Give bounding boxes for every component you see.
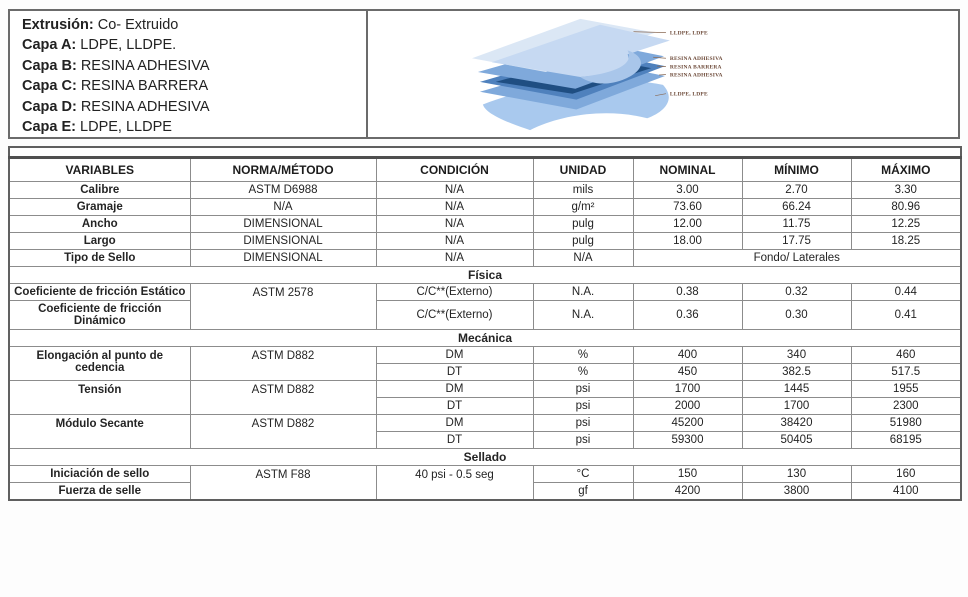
value-cell: DT [376,397,533,414]
variable-cell: Largo [9,232,190,249]
value-cell: 50405 [742,431,851,448]
spec-label: Capa D: [22,98,77,115]
value-cell: 38420 [742,414,851,431]
value-cell: 0.41 [851,300,961,329]
value-cell: 2000 [633,397,742,414]
value-cell: 0.44 [851,283,961,300]
value-cell: N.A. [533,300,633,329]
section-header: Física [9,266,961,283]
value-cell: ASTM F88 [190,465,376,500]
value-cell: 1700 [633,380,742,397]
diagram-layer-label: LLDPE, LDPE [669,91,708,98]
value-cell: 11.75 [742,215,851,232]
value-cell: 160 [851,465,961,482]
value-cell: 4200 [633,482,742,500]
variable-cell: Tensión [9,380,190,414]
variable-cell: Módulo Secante [9,414,190,448]
value-cell: 51980 [851,414,961,431]
value-cell: C/C**(Externo) [376,283,533,300]
value-cell: 18.25 [851,232,961,249]
spec-label: Capa A: [22,37,77,54]
table-row [9,181,961,198]
value-cell: 2.70 [742,181,851,198]
value-cell: 0.30 [742,300,851,329]
value-cell: 0.38 [633,283,742,300]
layer-specs [10,11,368,137]
value-cell: DIMENSIONAL [190,215,376,232]
table-row [9,283,961,300]
value-cell: 130 [742,465,851,482]
spec-label: Extrusión: [22,17,94,33]
variable-cell: Coeficiente de fricción Dinámico [9,300,190,329]
value-cell: C/C**(Externo) [376,300,533,329]
value-cell: 73.60 [633,198,742,215]
value-cell: 1700 [742,397,851,414]
column-header: NORMA/MÉTODO [190,157,376,181]
value-cell: DM [376,346,533,363]
table-row [9,465,961,482]
value-cell: 45200 [633,414,742,431]
section-header: Sellado [9,448,961,465]
variable-cell: Elongación al punto de cedencia [9,346,190,380]
value-cell: 340 [742,346,851,363]
column-header-row [9,157,961,181]
spec-value: RESINA ADHESIVA [80,98,210,115]
table-top-spacer [9,147,961,157]
value-cell: N/A [376,232,533,249]
spec-capa-e [22,117,366,137]
spec-value: RESINA ADHESIVA [80,57,210,74]
value-cell: DIMENSIONAL [190,249,376,266]
value-cell: DM [376,380,533,397]
spec-table [8,146,962,501]
value-cell: N.A. [533,283,633,300]
value-cell: 4100 [851,482,961,500]
section-row [9,329,961,346]
section-row [9,448,961,465]
value-cell: °C [533,465,633,482]
value-cell: psi [533,414,633,431]
value-cell: % [533,346,633,363]
diagram-layer-label: RESINA ADHESIVA [669,56,723,63]
value-cell: 3800 [742,482,851,500]
spacer-cell [9,147,961,157]
value-cell: N/A [190,198,376,215]
value-cell: 40 psi - 0.5 seg [376,465,533,500]
value-cell: 400 [633,346,742,363]
table-row [9,380,961,397]
value-cell: 0.36 [633,300,742,329]
value-cell: 0.32 [742,283,851,300]
value-cell: gf [533,482,633,500]
variable-cell: Tipo de Sello [9,249,190,266]
value-cell: N/A [376,198,533,215]
value-cell: N/A [533,249,633,266]
value-cell: 382.5 [742,363,851,380]
value-cell: Fondo/ Laterales [633,249,961,266]
value-cell: ASTM 2578 [190,283,376,329]
table-row [9,215,961,232]
value-cell: 150 [633,465,742,482]
variable-cell: Ancho [9,215,190,232]
table-body [9,181,961,500]
value-cell: ASTM D882 [190,346,376,380]
table-row [9,232,961,249]
value-cell: 1955 [851,380,961,397]
value-cell: 59300 [633,431,742,448]
value-cell: pulg [533,215,633,232]
value-cell: ASTM D882 [190,414,376,448]
value-cell: 2300 [851,397,961,414]
value-cell: N/A [376,249,533,266]
film-layers-illustration [368,11,958,137]
column-header: VARIABLES [9,157,190,181]
value-cell: psi [533,397,633,414]
diagram-layer-label: LLDPE, LDPE [669,30,708,37]
value-cell: ASTM D6988 [190,181,376,198]
column-header: MÁXIMO [851,157,961,181]
variable-cell: Iniciación de sello [9,465,190,482]
spec-extrusion [22,15,366,35]
table-row [9,414,961,431]
variable-cell: Gramaje [9,198,190,215]
value-cell: 18.00 [633,232,742,249]
value-cell: mils [533,181,633,198]
spec-label: Capa E: [22,119,76,136]
film-structure-diagram [368,11,958,137]
value-cell: 3.30 [851,181,961,198]
value-cell: 80.96 [851,198,961,215]
value-cell: 17.75 [742,232,851,249]
value-cell: 12.25 [851,215,961,232]
value-cell: pulg [533,232,633,249]
value-cell: DT [376,431,533,448]
value-cell: 450 [633,363,742,380]
value-cell: N/A [376,215,533,232]
value-cell: 66.24 [742,198,851,215]
spec-value: RESINA BARRERA [80,78,209,95]
value-cell: psi [533,431,633,448]
value-cell: % [533,363,633,380]
value-cell: 3.00 [633,181,742,198]
table-row [9,346,961,363]
column-header: CONDICIÓN [376,157,533,181]
spec-label: Capa B: [22,57,77,74]
value-cell: 68195 [851,431,961,448]
value-cell: 1445 [742,380,851,397]
column-header: UNIDAD [533,157,633,181]
table-row [9,300,961,329]
value-cell: ASTM D882 [190,380,376,414]
value-cell: N/A [376,181,533,198]
spec-label: Capa C: [22,78,77,95]
variable-cell: Calibre [9,181,190,198]
value-cell: 460 [851,346,961,363]
column-header: NOMINAL [633,157,742,181]
spec-capa-c [22,76,366,96]
section-row [9,266,961,283]
spec-capa-a [22,35,366,55]
table-row [9,198,961,215]
value-cell: psi [533,380,633,397]
value-cell: DIMENSIONAL [190,232,376,249]
value-cell: DT [376,363,533,380]
value-cell: 12.00 [633,215,742,232]
spec-value: Co- Extruido [97,17,179,33]
diagram-layer-label: RESINA BARRERA [669,64,722,71]
value-cell: g/m² [533,198,633,215]
diagram-layer-label: RESINA ADHESIVA [669,72,723,79]
section-header: Mecánica [9,329,961,346]
spec-value: LDPE, LLDPE [80,119,172,136]
spec-capa-d [22,97,366,117]
spec-capa-b [22,56,366,76]
spec-value: LDPE, LLDPE. [80,37,177,54]
column-header: MÍNIMO [742,157,851,181]
value-cell: 517.5 [851,363,961,380]
variable-cell: Coeficiente de fricción Estático [9,283,190,300]
product-structure-panel [8,9,960,139]
table-row [9,249,961,266]
value-cell: DM [376,414,533,431]
variable-cell: Fuerza de selle [9,482,190,500]
